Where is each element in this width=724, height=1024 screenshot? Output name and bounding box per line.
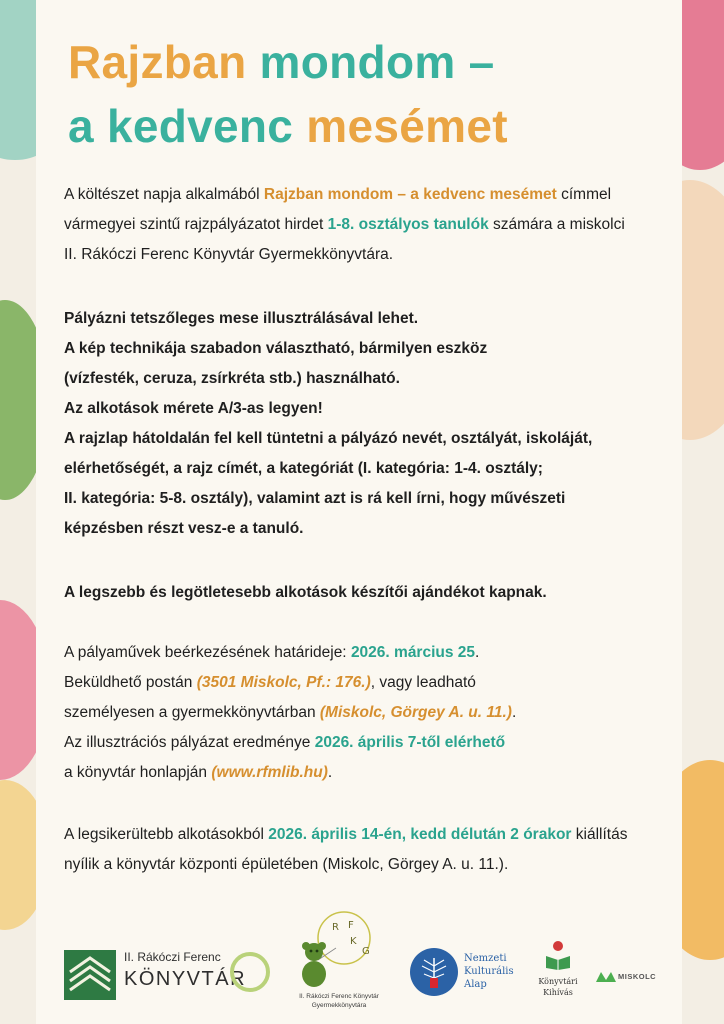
rules-line: A rajzlap hátoldalán fel kell tüntetni a pályázó nevét, osztályát, iskoláját, <box>64 430 593 447</box>
kk-line: Könyvtári <box>538 977 578 986</box>
kk-caption <box>528 976 588 998</box>
miskolc-mark-icon <box>596 970 616 984</box>
rules-line: elérhetőségét, a rajz címét, a kategóriát (I. kategória: 1-4. osztály; <box>64 460 543 477</box>
miskolc-logo-text: MISKOLC <box>618 972 657 981</box>
library-logo-text <box>124 948 246 992</box>
library-logo-big: KÖNYVTÁR <box>124 968 247 990</box>
nka-line: Alap <box>464 979 487 990</box>
in-person-text: személyesen a gyermekkönyvtárban <box>64 704 320 721</box>
poster-title <box>68 30 508 158</box>
exhibition-paragraph <box>64 820 664 880</box>
postal-text: Beküldhető postán <box>64 674 197 691</box>
intro-highlight-grades: 1-8. osztályos tanulók <box>327 216 489 233</box>
miskolc-logo <box>596 968 666 988</box>
nka-line: Nemzeti <box>464 953 507 964</box>
website-text: . <box>327 764 333 781</box>
deadline-block <box>64 638 664 788</box>
rules-line: képzésben részt vesz-e a tanuló. <box>64 520 304 537</box>
website-text: a könyvtár honlapján <box>64 764 212 781</box>
kk-line: Kihívás <box>543 988 573 997</box>
results-text: Az illusztrációs pályázat eredménye <box>64 734 315 751</box>
in-person-text: . <box>511 704 517 721</box>
postal-line <box>64 668 664 698</box>
intro-text-2: címmel vármegyei szintű rajzpályázatot hirdet <box>64 186 612 233</box>
rules-line: Az alkotások mérete A/3-as legyen! <box>64 400 323 417</box>
title-word-1: Rajzban <box>68 36 247 88</box>
children-library-caption-1: II. Rákóczi Ferenc Könyvtár <box>299 993 379 1000</box>
deadline-date: 2026. március 25 <box>350 644 476 661</box>
children-library-caption <box>284 992 394 1010</box>
rules-line: II. kategória: 5-8. osztály), valamint azt is rá kell írni, hogy művészeti <box>64 490 566 507</box>
konyvtari-kihivas-logo <box>528 940 588 1010</box>
children-library-caption-2: Gyermekkönyvtára <box>311 1002 367 1009</box>
rules-line: A kép technikája szabadon választható, bármilyen eszköz <box>64 340 488 357</box>
website-line <box>64 758 664 788</box>
intro-paragraph <box>64 180 632 270</box>
title-word-2: mondom – <box>246 36 495 88</box>
exhibit-text-1: A legsikerültebb alkotásokból <box>64 826 269 843</box>
prize-line: A legszebb és legötletesebb alkotások készítői ajándékot kapnak. <box>64 584 547 601</box>
website-link[interactable]: (www.rfmlib.hu) <box>211 764 328 781</box>
deadline-line <box>64 638 664 668</box>
rfk-letter: G <box>362 946 370 957</box>
exhibit-date: 2026. április 14-én, kedd délután 2 órakor <box>268 826 572 843</box>
in-person-line <box>64 698 664 728</box>
rules-line: (vízfesték, ceruza, zsírkréta stb.) használható. <box>64 370 400 387</box>
library-address: (Miskolc, Görgey A. u. 11.) <box>319 704 512 721</box>
nka-logo <box>410 948 520 1004</box>
rfk-letter: R <box>332 922 339 933</box>
teddy-balloon-icon <box>284 908 394 992</box>
nka-tree-icon <box>410 948 458 996</box>
children-library-logo <box>284 908 394 1018</box>
rules-block <box>64 304 664 544</box>
book-icon <box>544 940 572 970</box>
deadline-text: . <box>475 644 480 661</box>
library-roof-icon <box>64 950 116 1000</box>
results-date: 2026. április 7-től elérhető <box>314 734 506 751</box>
intro-highlight-title: Rajzban mondom – a kedvenc mesémet <box>263 186 557 203</box>
rfk-letter: K <box>350 936 357 947</box>
library-logo <box>64 948 274 1008</box>
intro-text-3: számára a miskolci II. Rákóczi Ferenc Könyvtár Gyermekkönyvtára. <box>64 216 625 263</box>
rfk-letter: F <box>348 920 354 931</box>
library-ring-icon <box>230 952 270 992</box>
intro-text-1: A költészet napja alkalmából <box>64 186 264 203</box>
nka-logo-text <box>464 952 514 991</box>
postal-address: (3501 Miskolc, Pf.: 176.) <box>196 674 371 691</box>
library-logo-small: II. Rákóczi Ferenc <box>124 950 221 964</box>
logo-footer <box>0 900 724 1024</box>
title-word-3: a kedvenc <box>68 100 294 152</box>
results-line <box>64 728 664 758</box>
exhibit-text-2: kiállítás nyílik a könyvtár központi épületében (Miskolc, Görgey A. u. 11.). <box>64 826 628 873</box>
deadline-text: A pályaművek beérkezésének határideje: <box>64 644 351 661</box>
nka-line: Kulturális <box>464 966 514 977</box>
postal-text: , vagy leadható <box>370 674 476 691</box>
title-word-4: mesémet <box>293 100 508 152</box>
rules-line: Pályázni tetszőleges mese illusztrálásával lehet. <box>64 310 419 327</box>
